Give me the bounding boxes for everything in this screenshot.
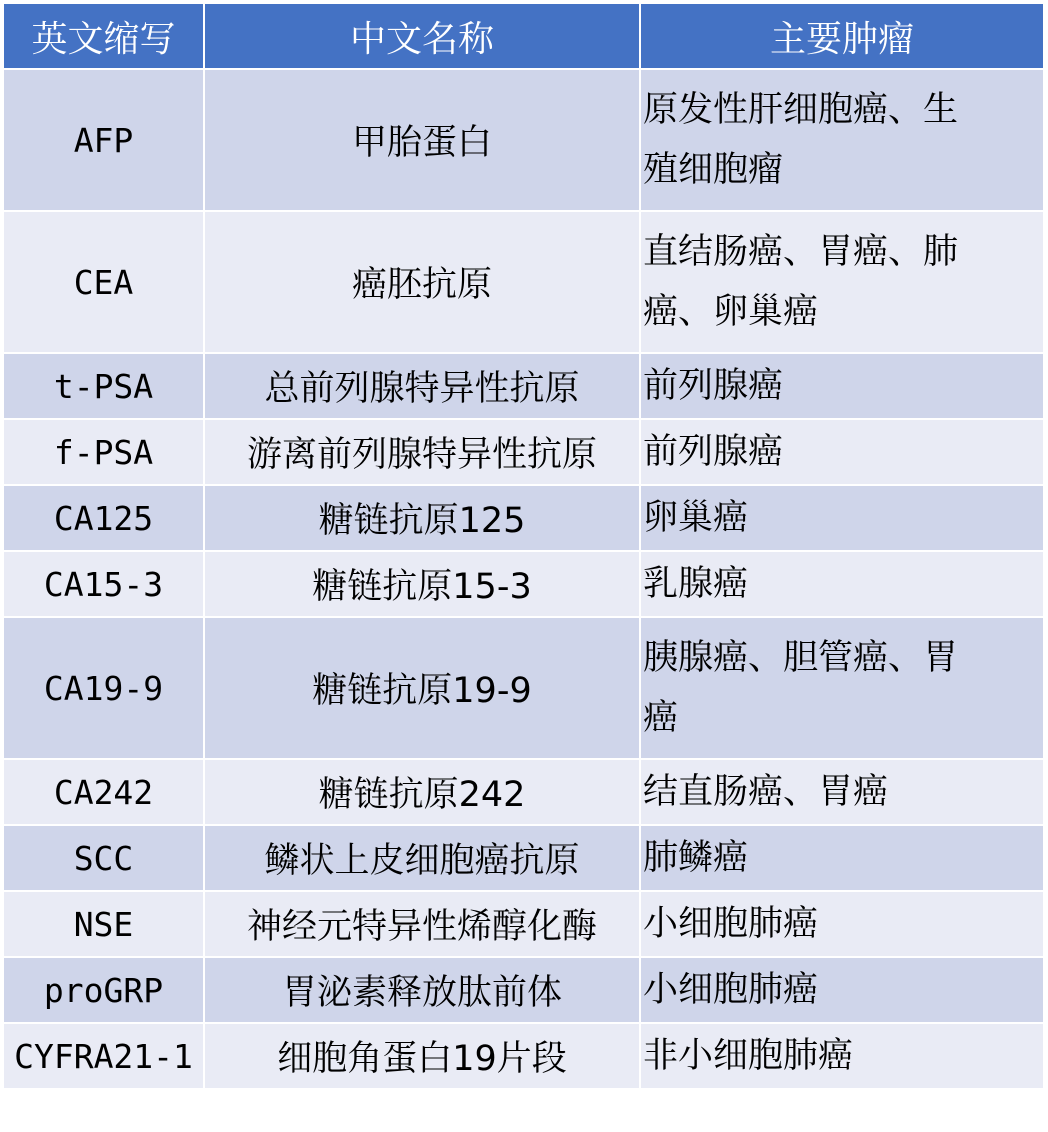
tumor-line: 殖细胞瘤	[643, 150, 784, 190]
cell-tumor	[640, 617, 1044, 759]
tumor-line: 小细胞肺癌	[643, 904, 819, 944]
cell-abbr: f-PSA	[3, 419, 204, 485]
table-row	[3, 353, 1044, 419]
cell-name: 鳞状上皮细胞癌抗原	[204, 825, 640, 891]
tumor-line: 小细胞肺癌	[643, 970, 819, 1010]
table-row	[3, 891, 1044, 957]
cell-abbr: CA19-9	[3, 617, 204, 759]
cell-abbr: CA125	[3, 485, 204, 551]
table-row	[3, 759, 1044, 825]
table-body	[3, 69, 1044, 1089]
table-row	[3, 485, 1044, 551]
header-main-tumor: 主要肿瘤	[640, 3, 1044, 69]
tumor-line: 乳腺癌	[643, 564, 749, 604]
tumor-line: 癌、卵巢癌	[643, 292, 819, 332]
table-row	[3, 957, 1044, 1023]
tumor-line: 前列腺癌	[643, 366, 784, 406]
table-row	[3, 551, 1044, 617]
cell-abbr: CEA	[3, 211, 204, 353]
table-header	[3, 3, 1044, 69]
cell-tumor	[640, 825, 1044, 891]
cell-name: 甲胎蛋白	[204, 69, 640, 211]
cell-abbr: AFP	[3, 69, 204, 211]
cell-tumor	[640, 551, 1044, 617]
cell-name: 糖链抗原15-3	[204, 551, 640, 617]
cell-abbr: NSE	[3, 891, 204, 957]
cell-name: 细胞角蛋白19片段	[204, 1023, 640, 1089]
cell-abbr: t-PSA	[3, 353, 204, 419]
tumor-line: 前列腺癌	[643, 432, 784, 472]
cell-tumor	[640, 211, 1044, 353]
tumor-line: 非小细胞肺癌	[643, 1036, 854, 1076]
cell-tumor	[640, 759, 1044, 825]
cell-abbr: CYFRA21-1	[3, 1023, 204, 1089]
table-row	[3, 211, 1044, 353]
cell-name: 游离前列腺特异性抗原	[204, 419, 640, 485]
header-row	[3, 3, 1044, 69]
tumor-line: 结直肠癌、胃癌	[643, 772, 889, 812]
tumor-line: 卵巢癌	[643, 498, 749, 538]
cell-name: 糖链抗原242	[204, 759, 640, 825]
table-row	[3, 825, 1044, 891]
cell-abbr: CA242	[3, 759, 204, 825]
cell-tumor	[640, 353, 1044, 419]
tumor-line: 胰腺癌、胆管癌、胃	[643, 638, 959, 678]
table-row	[3, 1023, 1044, 1089]
cell-tumor	[640, 1023, 1044, 1089]
cell-tumor	[640, 891, 1044, 957]
tumor-line: 原发性肝细胞癌、生	[643, 90, 959, 130]
header-abbr: 英文缩写	[3, 3, 204, 69]
tumor-line: 肺鳞癌	[643, 838, 749, 878]
tumor-line: 癌	[643, 698, 679, 738]
cell-name: 癌胚抗原	[204, 211, 640, 353]
cell-name: 糖链抗原125	[204, 485, 640, 551]
tumor-marker-table-container	[2, 2, 1045, 1090]
cell-name: 糖链抗原19-9	[204, 617, 640, 759]
table-row	[3, 69, 1044, 211]
cell-tumor	[640, 485, 1044, 551]
table-row	[3, 617, 1044, 759]
cell-abbr: proGRP	[3, 957, 204, 1023]
table-row	[3, 419, 1044, 485]
cell-tumor	[640, 69, 1044, 211]
tumor-marker-table	[2, 2, 1045, 1090]
cell-name: 神经元特异性烯醇化酶	[204, 891, 640, 957]
tumor-line: 直结肠癌、胃癌、肺	[643, 232, 959, 272]
cell-tumor	[640, 957, 1044, 1023]
cell-name: 总前列腺特异性抗原	[204, 353, 640, 419]
cell-abbr: SCC	[3, 825, 204, 891]
cell-abbr: CA15-3	[3, 551, 204, 617]
cell-tumor	[640, 419, 1044, 485]
cell-name: 胃泌素释放肽前体	[204, 957, 640, 1023]
header-chinese-name: 中文名称	[204, 3, 640, 69]
